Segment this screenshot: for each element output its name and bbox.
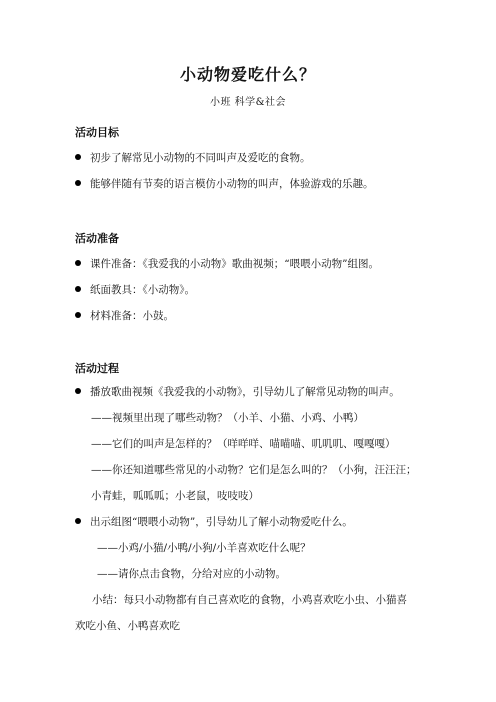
section-heading-preparation: 活动准备 [75,232,119,245]
document-title: 小动物爱吃什么？ [179,65,316,84]
bullet-dot-icon [75,286,81,292]
list-item-text: 播放歌曲视频《我爱我的小动物》，引导幼儿了解常见动物的叫声。 [90,386,400,398]
list-item-text: 纸面教具：《小动物》。 [90,284,195,296]
list-item-text: 课件准备：《我爱我的小动物》歌曲视频；“喂喂小动物”组图。 [90,258,379,270]
question-line: ——你还知道哪些常见的小动物？它们是怎么叫的？（小狗，汪汪汪； [91,464,417,476]
list-item [75,150,311,165]
bullet-dot-icon [75,260,81,266]
section-heading-goals: 活动目标 [75,126,119,139]
bullet-dot-icon [75,388,81,394]
list-item-text: 初步了解常见小动物的不同叫声及爱吃的食物。 [90,152,311,164]
bullet-dot-icon [75,518,81,524]
document-subtitle: 小班 科学&社会 [209,97,287,108]
summary-line: 小结：每只小动物都有自己喜欢吃的食物，小鸡喜欢吃小虫、小猫喜 [92,594,407,606]
bullet-dot-icon [75,154,81,160]
summary-line: 欢吃小鱼、小鸭喜欢吃 [75,620,180,632]
bullet-dot-icon [75,180,81,186]
list-item-text: 材料准备：小鼓。 [90,310,174,322]
list-item [75,176,374,191]
list-item-text: 能够伴随有节奏的语言模仿小动物的叫声，体验游戏的乐趣。 [90,178,374,190]
list-item [75,308,174,323]
list-item [75,256,379,271]
question-line: ——它们的叫声是怎样的？（咩咩咩、喵喵喵、叽叽叽、嘎嘎嘎） [91,438,396,450]
question-line: ——小鸡/小猫/小鸭/小狗/小羊喜欢吃什么呢？ [97,542,311,554]
list-item [75,514,353,529]
bullet-dot-icon [75,312,81,318]
question-line: ——请你点击食物，分给对应的小动物。 [97,568,286,580]
question-line: ——视频里出现了哪些动物？（小羊、小猫、小鸡、小鸭） [91,412,364,424]
list-item [75,282,195,297]
question-line: 小青蛙，呱呱呱；小老鼠，吱吱吱） [91,490,259,502]
section-heading-process: 活动过程 [75,362,119,375]
list-item-text: 出示组图“喂喂小动物”，引导幼儿了解小动物爱吃什么。 [90,516,353,528]
list-item [75,384,400,399]
